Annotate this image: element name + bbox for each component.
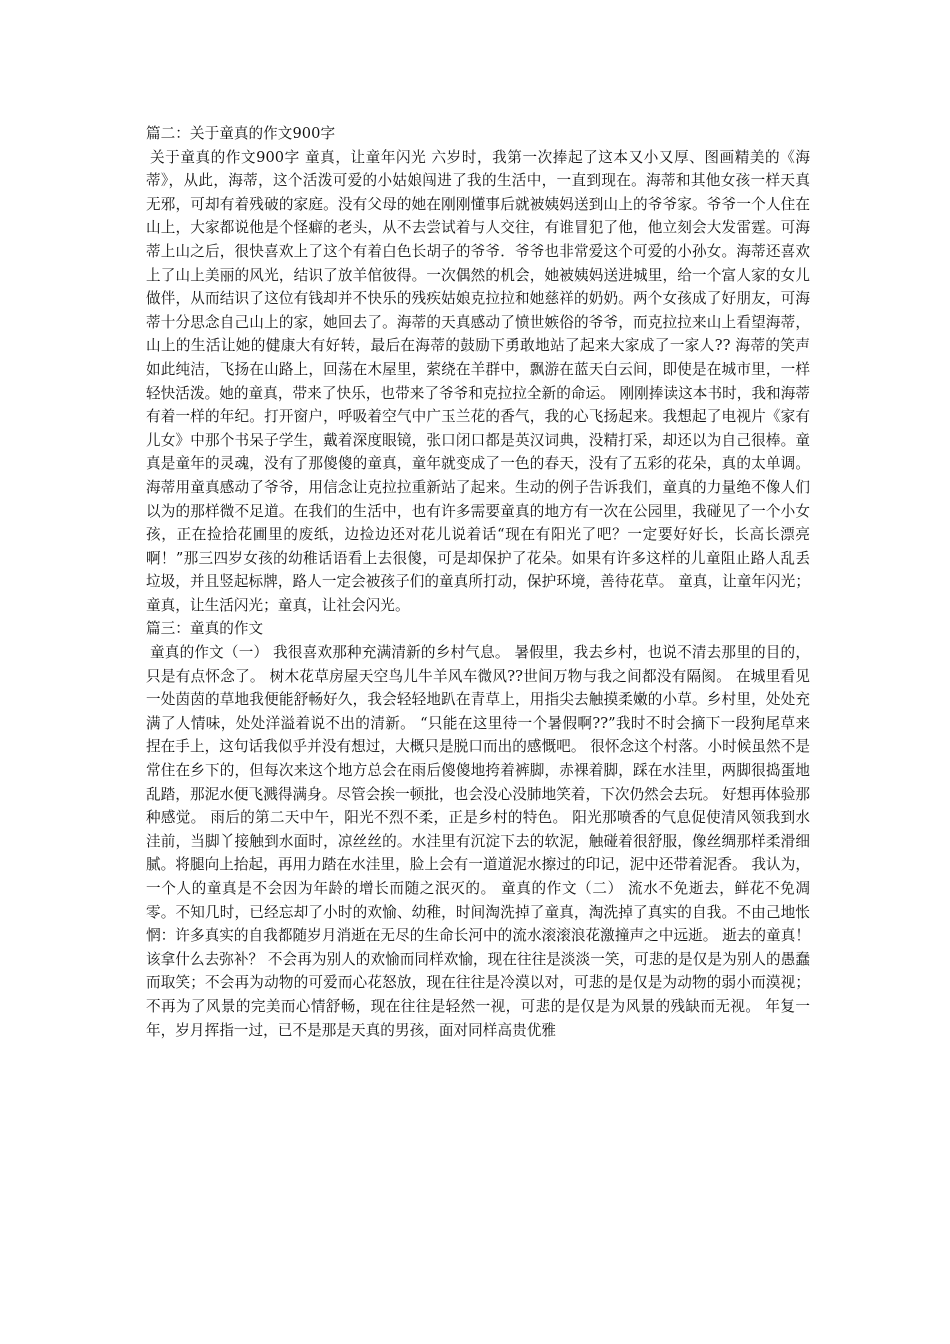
document-page (146, 122, 810, 1042)
section-body-3: 童真的作文（一） 我很喜欢那种充满清新的乡村气息。 暑假里，我去乡村，也说不清去那里的目的，只是有点怀念了。 树木花草房屋天空鸟儿牛羊风车微风??世间万物与我之间都没有隔阂。 在城里看见一处茵茵的草地我便能舒畅好久，我会轻轻地趴在青草上，用指尖去触摸柔嫩的小草。乡村里，处处充满了人情味，处处洋溢着说不出的清新。 “只能在这里待一个暑假啊??”我时不时会摘下一段狗尾草来捏在手上，这句话我似乎并没有想过，大概只是脱口而出的感慨吧。 很怀念这个村落。小时候虽然不是常住在乡下的，但每次来这个地方总会在雨后傻傻地挎着裤脚，赤裸着脚，踩在水洼里，两脚很捣蛋地乱踏，那泥水便飞溅得满身。尽管会挨一顿批，也会没心没肺地笑着，下次仍然会去玩。 好想再体验那种感觉。 雨后的第二天中午，阳光不烈不柔，正是乡村的特色。 阳光那喷香的气息促使清风领我到水洼前，当脚丫接触到水面时，凉丝丝的。水洼里有沉淀下去的软泥，触碰着很舒服，像丝绸那样柔滑细腻。将腿向上抬起，再用力踏在水洼里，脸上会有一道道泥水擦过的印记，泥中还带着泥香。 我认为，一个人的童真是不会因为年龄的增长而随之泯灭的。 童真的作文（二） 流水不免逝去，鲜花不免凋零。不知几时，已经忘却了小时的欢愉、幼稚，时间淘洗掉了童真，淘洗掉了真实的自我。不由己地怅惘：许多真实的自我都随岁月消逝在无尽的生命长河中的流水滚滚浪花激撞声之中远逝。 逝去的童真！ 该拿什么去弥补？ 不会再为别人的欢愉而同样欢愉，现在往往是淡淡一笑，可悲的是仅是为别人的愚蠢而取笑；不会再为动物的可爱而心花怒放，现在往往是冷漠以对，可悲的是仅是为动物的弱小而漠视；不再为了风景的完美而心情舒畅，现在往往是轻然一视，可悲的是仅是为风景的残缺而无视。 年复一年，岁月挥指一过，已不是那是天真的男孩，面对同样高贵优雅 (146, 644, 810, 1039)
section-body-2: 关于童真的作文900字 童真，让童年闪光 六岁时，我第一次捧起了这本又小又厚、图画精美的《海蒂》，从此，海蒂，这个活泼可爱的小姑娘闯进了我的生活中，一直到现在。海蒂和其他女孩一样天真无邪，可却有着残破的家庭。没有父母的她在刚刚懂事后就被姨妈送到山上的爷爷家。爷爷一个人住在山上，大家都说他是个怪癖的老头，从不去尝试着与人交往，有谁冒犯了他，他立刻会大发雷霆。可海蒂上山之后，很快喜欢上了这个有着白色长胡子的爷爷．爷爷也非常爱这个可爱的小孙女。海蒂还喜欢上了山上美丽的风光，结识了放羊倌彼得。一次偶然的机会，她被姨妈送进城里，给一个富人家的女儿做伴，从而结识了这位有钱却并不快乐的残疾姑娘克拉拉和她慈祥的奶奶。两个女孩成了好朋友，可海蒂十分思念自己山上的家，她回去了。海蒂的天真感动了愤世嫉俗的爷爷，而克拉拉来山上看望海蒂，山上的生活让她的健康大有好转，最后在海蒂的鼓励下勇敢地站了起来大家成了一家人?? 海蒂的笑声如此纯洁，飞扬在山路上，回荡在木屋里，萦绕在羊群中，飘游在蓝天白云间，即使是在城市里，一样轻快活泼。她的童真，带来了快乐，也带来了爷爷和克拉拉全新的命运。 刚刚捧读这本书时，我和海蒂有着一样的年纪。打开窗户，呼吸着空气中广玉兰花的香气，我的心飞扬起来。我想起了电视片《家有儿女》中那个书呆子学生，戴着深度眼镜，张口闭口都是英汉词典，没精打采，却还以为自己很棒。童真是童年的灵魂，没有了那傻傻的童真，童年就变成了一色的春天，没有了五彩的花朵，真的太单调。 海蒂用童真感动了爷爷，用信念让克拉拉重新站了起来。生动的例子告诉我们，童真的力量绝不像人们以为的那样微不足道。在我们的生活中，也有许多需要童真的地方有一次在公园里，我碰见了一个小女孩，正在捡拾花圃里的废纸，边捡边还对花儿说着话“现在有阳光了吧？一定要好好长，长高长漂亮啊！”那三四岁女孩的幼稚话语看上去很傻，可是却保护了花朵。如果有许多这样的儿童阻止路人乱丢垃圾，并且竖起标牌，路人一定会被孩子们的童真所打动，保护环境，善待花草。 童真，让童年闪光；童真，让生活闪光；童真，让社会闪光。 (146, 148, 810, 614)
section-heading-3: 篇三：童真的作文 (146, 620, 264, 638)
section-heading-2: 篇二：关于童真的作文900字 (146, 125, 336, 142)
